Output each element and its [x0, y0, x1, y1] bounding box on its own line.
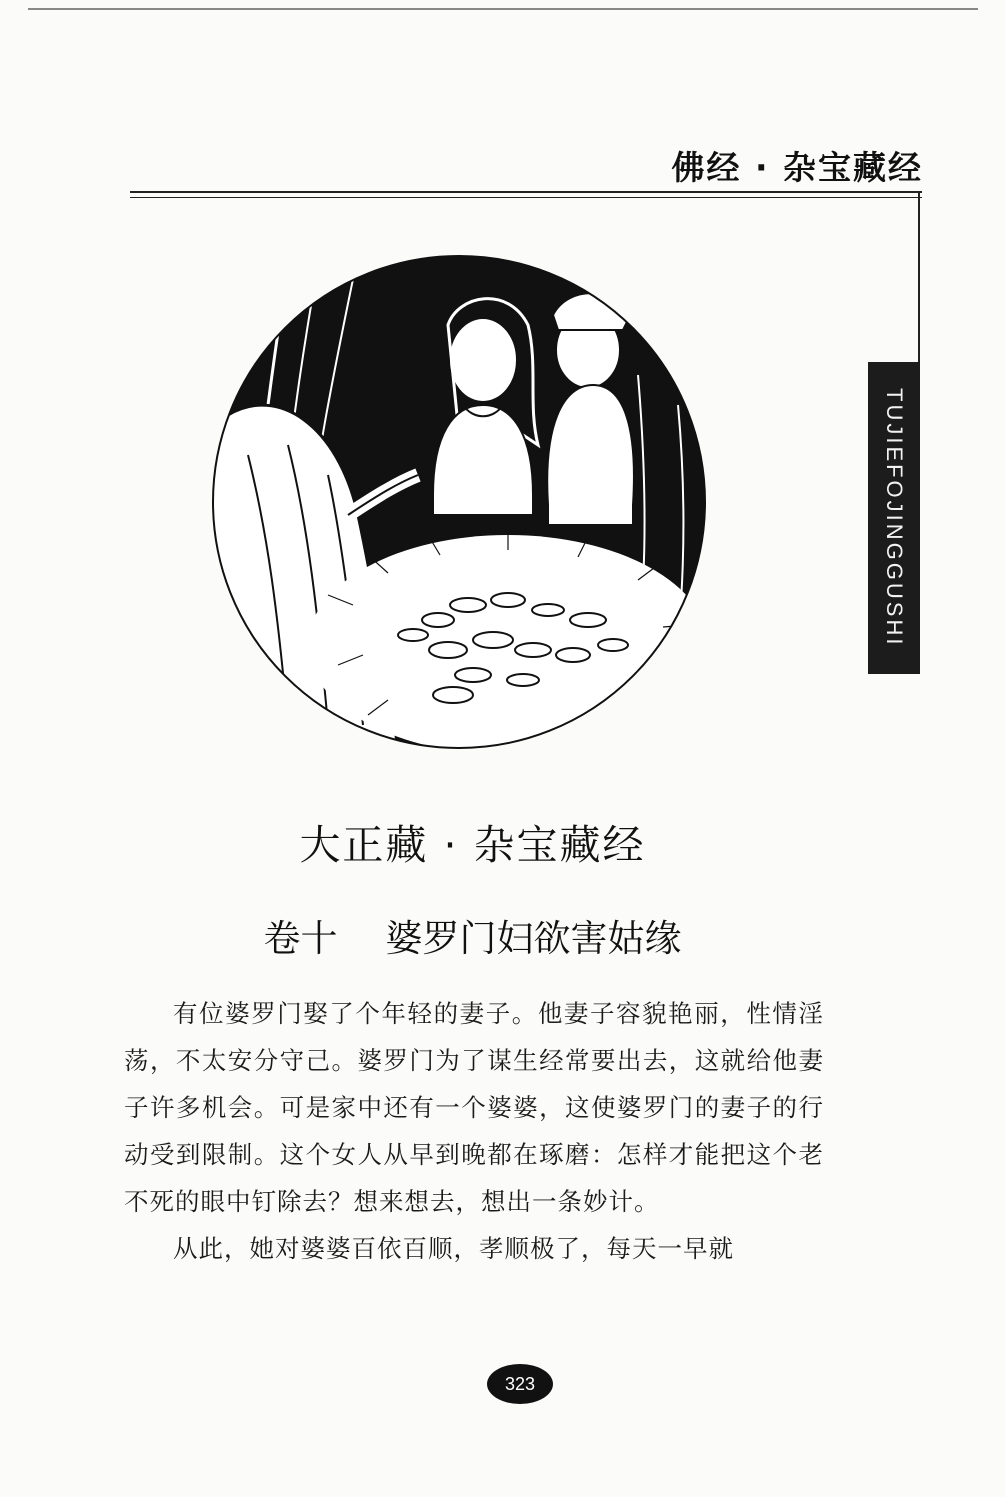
- paragraph: 从此，她对婆婆百依百顺，孝顺极了，每天一早就: [173, 1234, 734, 1263]
- body-text: [124, 990, 824, 1272]
- page-number: 323: [487, 1364, 553, 1404]
- side-tab: [868, 362, 920, 674]
- chapter-number: 卷十: [263, 917, 338, 960]
- article-title: 大正藏 · 杂宝藏经: [299, 821, 646, 869]
- illustration: [208, 255, 710, 750]
- side-tab-label: TUJIEFOJINGGUSHI: [882, 388, 907, 648]
- header-rule-thin: [130, 197, 922, 198]
- chapter-heading: [0, 908, 945, 962]
- header-rule: [130, 191, 922, 193]
- chapter-title: 婆罗门妇欲害姑缘: [385, 917, 682, 960]
- paragraph: 有位婆罗门娶了个年轻的妻子。他妻子容貌艳丽，性情淫荡，不太安分守己。婆罗门为了谋生经常要出去，这就给他妻子许多机会。可是家中还有一个婆婆，这使婆罗门的妻子的行动受到限制。这个女人从早到晚都在琢磨：怎样才能把这个老不死的眼中钉除去？想来想去，想出一条妙计。: [124, 999, 824, 1216]
- running-header: 佛经 · 杂宝藏经: [671, 148, 923, 187]
- top-edge-rule: [28, 8, 978, 10]
